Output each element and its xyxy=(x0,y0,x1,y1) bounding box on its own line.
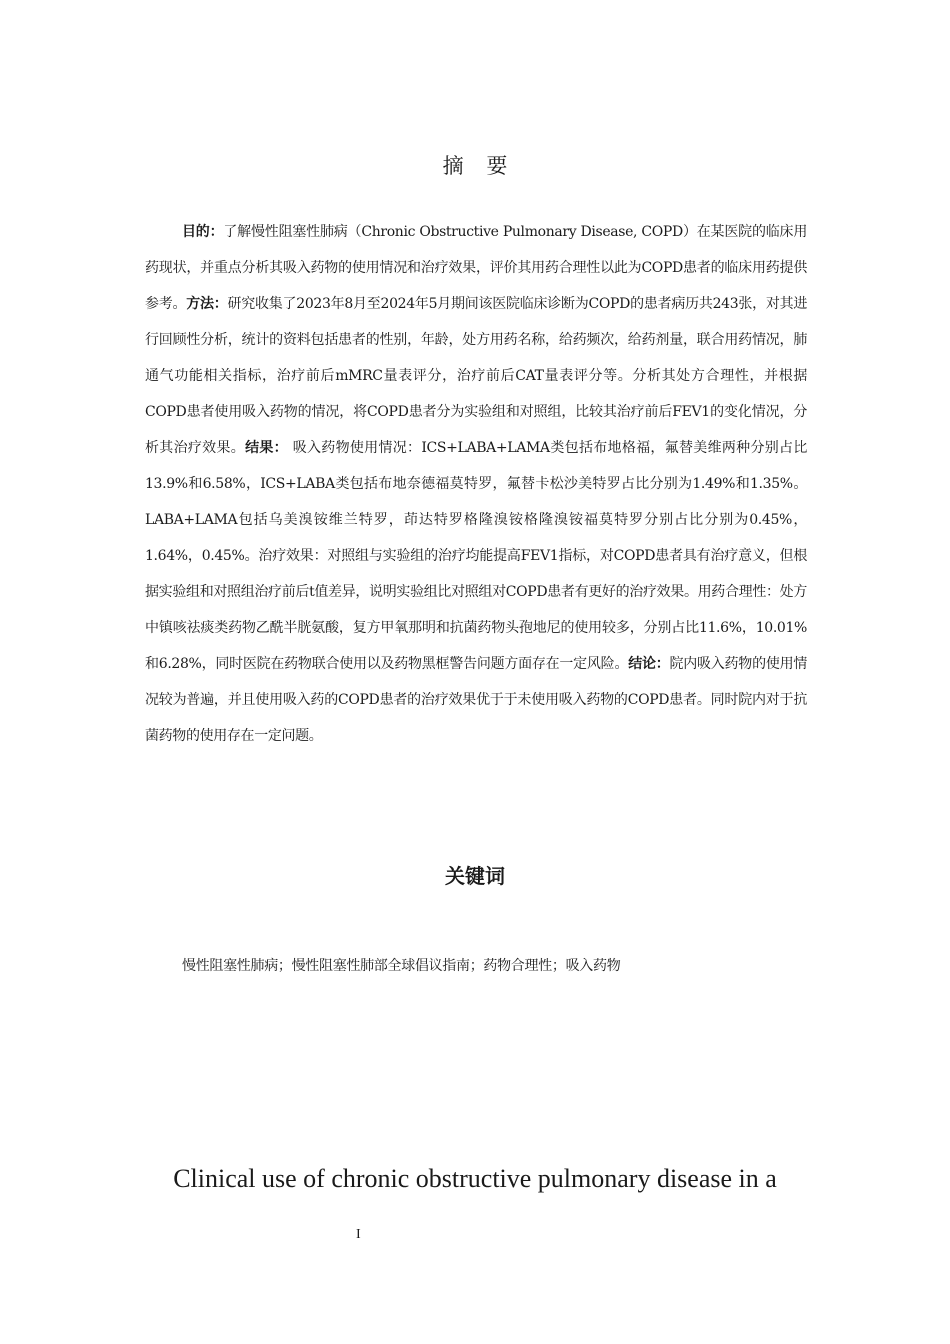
method-text: 研究收集了2023年8月至2024年5月期间该医院临床诊断为COPD的患者病历共243张，对其进行回顾性分析，统计的资料包括患者的性别，年龄，处方用药名称，给药频次，给药剂量，联合用药情况，肺通气功能相关指标，治疗前后mMRC量表评分，治疗前后CAT量表评分等。分析其处方合理性，并根据COPD患者使用吸入药物的情况，将COPD患者分为实验组和对照组，比较其治疗前后FEV1的变化情况，分析其治疗效果。 xyxy=(145,296,808,456)
result-label: 结果： xyxy=(245,440,288,456)
keywords-text: 慢性阻塞性肺病；慢性阻塞性肺部全球倡议指南；药物合理性；吸入药物 xyxy=(182,958,621,974)
purpose-text: 了解慢性阻塞性肺病（Chronic Obstructive Pulmonary Disease, COPD）在某医院的临床用药现状，并重点分析其吸入药物的使用情况和治疗效果，评价其用药合理性以此为COPD患者的临床用药提供参考。 xyxy=(145,224,807,312)
method-label: 方法： xyxy=(186,296,228,312)
page-number: I xyxy=(356,1227,361,1242)
abstract-title: 摘 要 xyxy=(442,154,516,178)
conclusion-text: 院内吸入药物的使用情况较为普遍，并且使用吸入药的COPD患者的治疗效果优于于未使用吸入药物的COPD患者。同时院内对于抗菌药物的使用存在一定问题。 xyxy=(145,656,808,744)
purpose-label: 目的： xyxy=(182,224,224,240)
abstract-body xyxy=(145,214,807,754)
conclusion-label: 结论： xyxy=(628,656,670,672)
result-text: 吸入药物使用情况：ICS+LABA+LAMA类包括布地格福，氟替美维两种分别占比13.9%和6.58%，ICS+LABA类包括布地奈德福莫特罗，氟替卡松沙美特罗占比分别为1.49%和1.35%。LABA+LAMA包括乌美溴铵维兰特罗，茚达特罗格隆溴铵格隆溴铵福莫特罗分别占比分别为0.45%，1.64%，0.45%。治疗效果：对照组与实验组的治疗均能提高FEV1指标，对COPD患者具有治疗意义，但根据实验组和对照组治疗前后t值差异，说明实验组比对照组对COPD患者有更好的治疗效果。用药合理性：处方中镇咳祛痰类药物乙酰半胱氨酸，复方甲氧那明和抗菌药物头孢地尼的使用较多，分别占比11.6%，10.01%和6.28%，同时医院在药物联合使用以及药物黑框警告问题方面存在一定风险。 xyxy=(145,440,807,672)
english-title: Clinical use of chronic obstructive pulmonary disease in a xyxy=(173,1164,777,1193)
keywords-title: 关键词 xyxy=(445,864,505,888)
